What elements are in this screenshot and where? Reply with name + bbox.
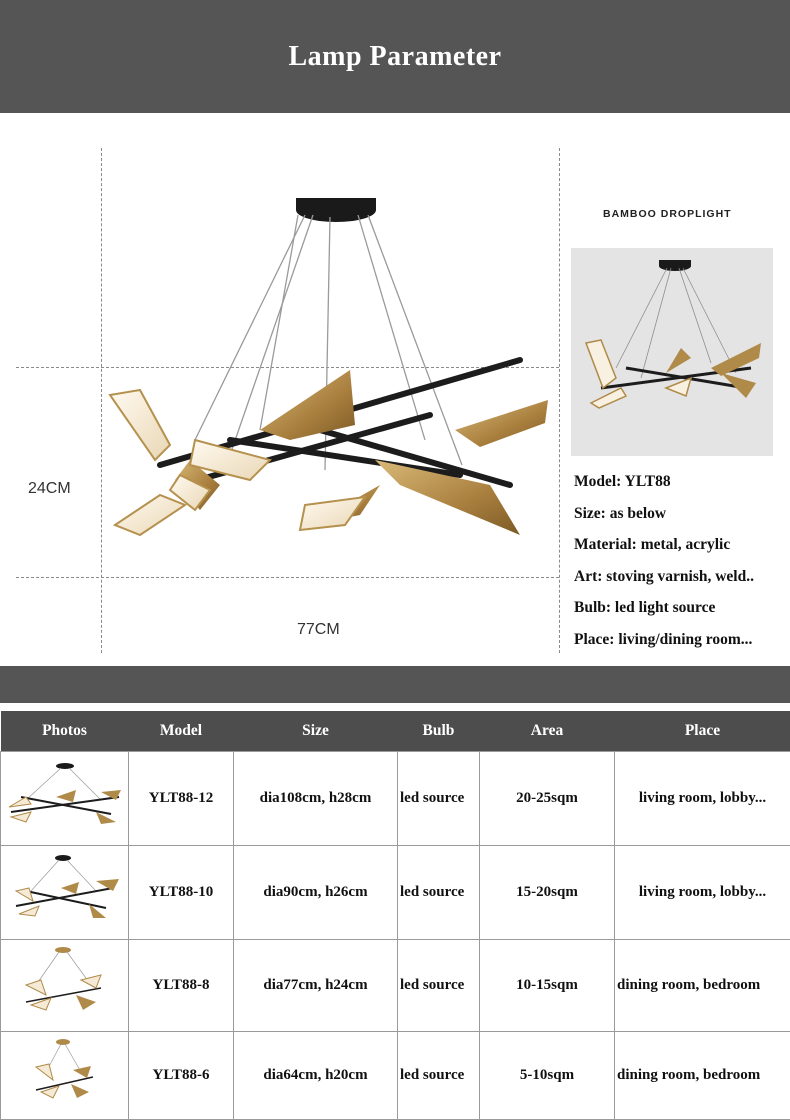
table-row bbox=[1, 1032, 790, 1120]
brand-title: BAMBOO DROPLIGHT bbox=[603, 208, 732, 220]
header-size: Size bbox=[234, 711, 398, 752]
separator-band bbox=[0, 666, 790, 703]
product-photo-10 bbox=[1, 846, 129, 934]
height-dimension: 24CM bbox=[28, 480, 71, 498]
table-row bbox=[1, 940, 790, 1032]
row-bulb: led source bbox=[398, 1032, 480, 1120]
row-area: 5-10sqm bbox=[480, 1032, 615, 1120]
header-place: Place bbox=[615, 711, 790, 752]
table-row bbox=[1, 846, 790, 940]
header-area: Area bbox=[480, 711, 615, 752]
row-photo bbox=[1, 846, 129, 940]
spec-material: Material: metal, acrylic bbox=[574, 529, 790, 561]
product-photo-12 bbox=[1, 752, 129, 840]
table-row bbox=[1, 752, 790, 846]
row-size: dia64cm, h20cm bbox=[234, 1032, 398, 1120]
row-size: dia108cm, h28cm bbox=[234, 752, 398, 846]
row-place: living room, lobby... bbox=[615, 752, 790, 846]
spec-place: Place: living/dining room... bbox=[574, 624, 790, 656]
spec-art: Art: stoving varnish, weld.. bbox=[574, 561, 790, 593]
spec-list bbox=[574, 466, 790, 656]
row-place: dining room, bedroom bbox=[615, 1032, 790, 1120]
row-photo bbox=[1, 752, 129, 846]
spec-size: Size: as below bbox=[574, 498, 790, 530]
header-model: Model bbox=[129, 711, 234, 752]
parameter-table bbox=[0, 711, 790, 1120]
row-bulb: led source bbox=[398, 752, 480, 846]
row-place: living room, lobby... bbox=[615, 846, 790, 940]
row-photo bbox=[1, 1032, 129, 1120]
product-photo-6 bbox=[1, 1032, 129, 1114]
chandelier-image bbox=[100, 185, 560, 555]
row-area: 20-25sqm bbox=[480, 752, 615, 846]
row-model: YLT88-6 bbox=[129, 1032, 234, 1120]
row-size: dia90cm, h26cm bbox=[234, 846, 398, 940]
product-photo-8 bbox=[1, 940, 129, 1026]
row-photo bbox=[1, 940, 129, 1032]
row-bulb: led source bbox=[398, 846, 480, 940]
spec-model: Model: YLT88 bbox=[574, 466, 790, 498]
table-header-row bbox=[1, 711, 790, 752]
guide-bottom bbox=[16, 577, 559, 578]
row-model: YLT88-10 bbox=[129, 846, 234, 940]
row-area: 15-20sqm bbox=[480, 846, 615, 940]
width-dimension: 77CM bbox=[297, 621, 340, 639]
header-photos: Photos bbox=[1, 711, 129, 752]
spec-bulb: Bulb: led light source bbox=[574, 592, 790, 624]
row-model: YLT88-12 bbox=[129, 752, 234, 846]
page-title: Lamp Parameter bbox=[0, 0, 790, 113]
header-bulb: Bulb bbox=[398, 711, 480, 752]
row-place: dining room, bedroom bbox=[615, 940, 790, 1032]
row-bulb: led source bbox=[398, 940, 480, 1032]
row-size: dia77cm, h24cm bbox=[234, 940, 398, 1032]
product-thumbnail bbox=[571, 248, 773, 456]
row-area: 10-15sqm bbox=[480, 940, 615, 1032]
thumbnail-chandelier bbox=[571, 248, 773, 456]
row-model: YLT88-8 bbox=[129, 940, 234, 1032]
